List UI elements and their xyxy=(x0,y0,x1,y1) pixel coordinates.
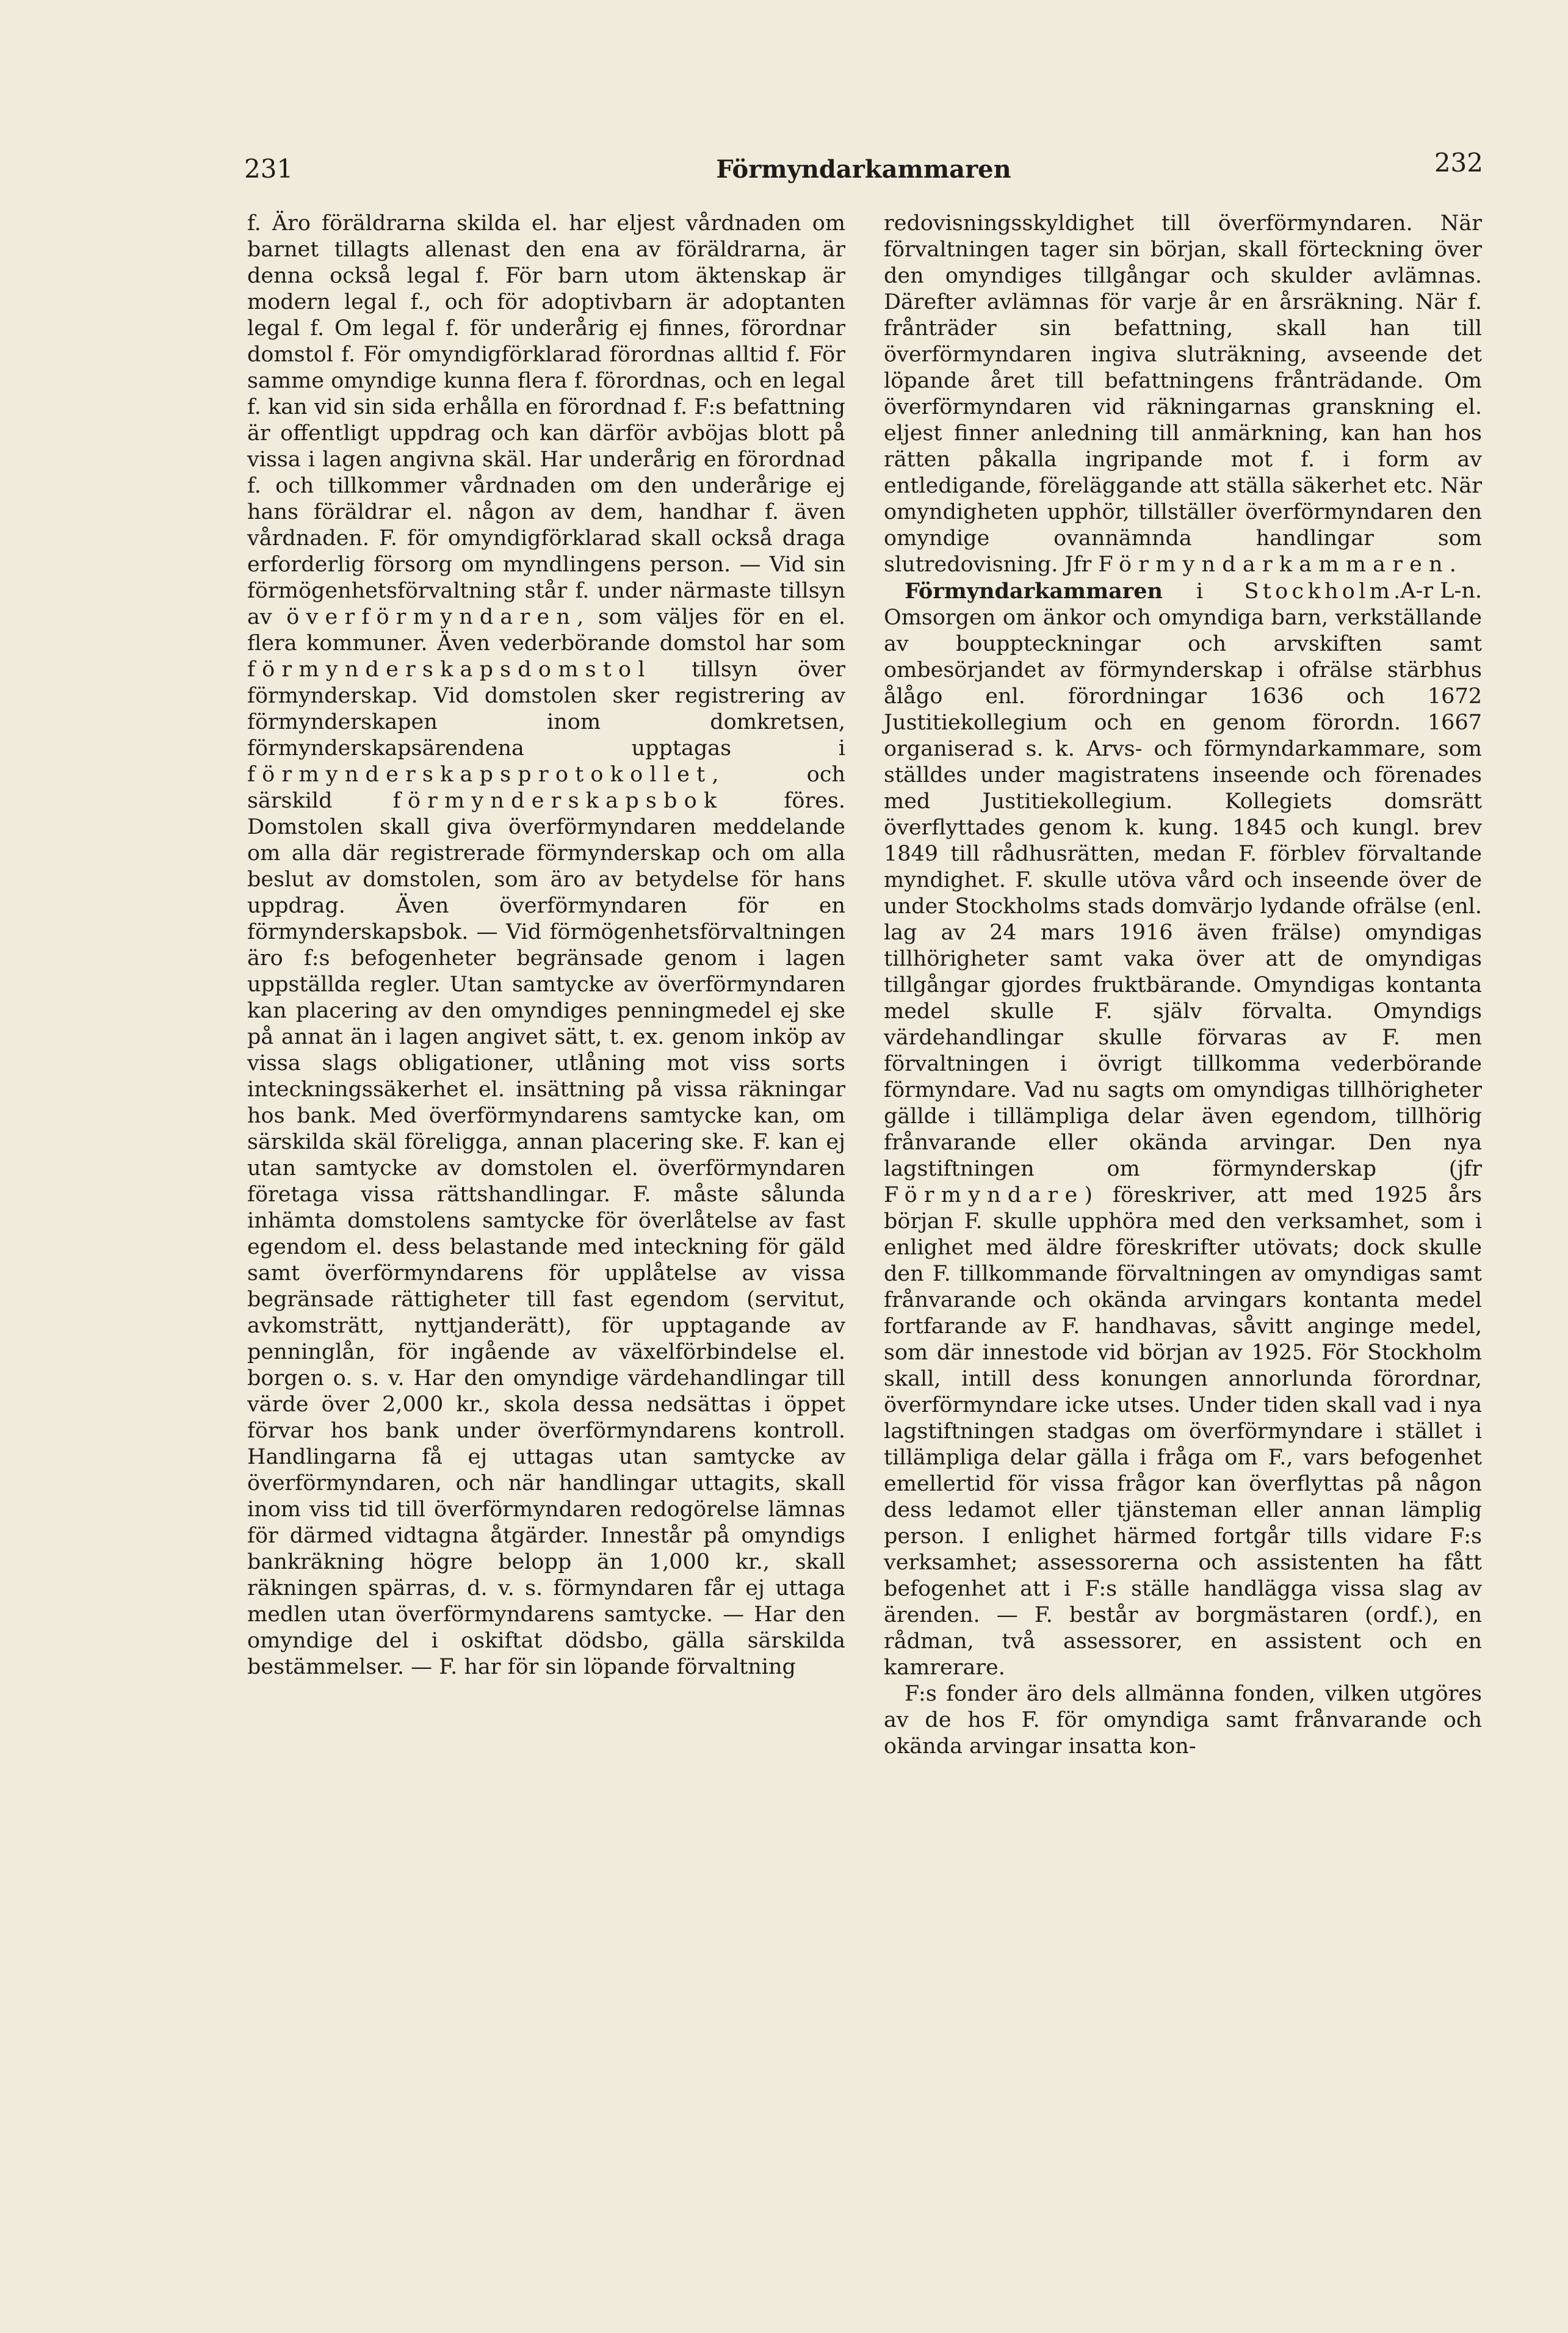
running-title: Förmyndarkammaren xyxy=(716,155,1011,184)
left-page-number: 231 xyxy=(244,154,294,184)
author-signature: A-r L-n. xyxy=(1400,579,1482,603)
left-column xyxy=(247,211,845,1680)
entry-heading-qualifier: i Stockholm xyxy=(1196,579,1394,604)
right-column xyxy=(884,211,1482,1760)
spaced-term: förmynderskapsdomstol xyxy=(247,657,652,682)
entry-heading: Förmyndarkammaren xyxy=(905,579,1163,604)
paragraph-formyndare-end: redovisningsskyldighet till överförmyndaren. När förvaltningen tager sin början, skall förteckning över den omyndiges tillgångar och skulder avlämnas. Därefter avlämnas för varje år en årsräkning. När f. frånträder sin befattning, skall han till överförmyndaren ingiva sluträkning, avseende det löpande året till befattningens frånträdande. Om överförmyndaren vid räkningarnas granskning el. eljest finner anledning till anmärkning, kan han hos rätten påkalla ingripande mot f. i form av entledigande, föreläggande att ställa säkerhet etc. När omyndigheten upphör, tillställer överförmyndaren den omyndige ovannämnda handlingar som slutredovisning. Jfr Förmyndarkammaren. A-r L-n. xyxy=(884,211,1482,603)
spaced-term: överförmyndaren xyxy=(286,605,577,629)
right-page-number: 232 xyxy=(1434,148,1483,178)
spaced-term: Förmyndare xyxy=(884,1183,1085,1207)
paragraph-fonder: F:s fonder äro dels allmänna fonden, vilken utgöres av de hos F. för omyndiga samt frånvarande och okända arvingar insatta kon- xyxy=(884,1682,1482,1759)
paragraph-formyndare-cont: f. Äro föräldrarna skilda el. har eljest vårdnaden om barnet tillagts allenast den ena av föräldrarna, är denna också legal f. För barn utom äktenskap är modern legal f., och för adoptivbarn är adoptanten legal f. Om legal f. för underårig ej finnes, förordnar domstol f. För omyndigförklarad förordnas alltid f. För samme omyndige kunna flera f. förordnas, och en legal f. kan vid sin sida erhålla en förordnad f. F:s befattning är offentligt uppdrag och kan därför avböjas blott på vissa i lagen angivna skäl. Har underårig en förordnad f. och tillkommer vårdnaden om den underårige ej hans föräldrar el. någon av dem, handhar f. även vårdnaden. F. för omyndigförklarad skall också draga erforderlig försorg om myndlingens person. — Vid sin förmögenhetsförvaltning står f. under närmaste tillsyn av överförmyndaren, som väljes för en el. flera kommuner. Även vederbörande domstol har som förmynderskapsdomstol tillsyn över förmynderskap. Vid domstolen sker registrering av förmynderskapen inom domkretsen, förmynderskapsärendena upptagas i förmynderskapsprotokollet, och särskild förmynderskapsbok föres. Domstolen skall giva överförmyndaren meddelande om alla där registrerade förmynderskap och om alla beslut av domstolen, som äro av betydelse för hans uppdrag. Även överförmyndaren för en förmynderskapsbok. — Vid förmögenhetsförvaltningen äro f:s befogenheter begränsade genom i lagen uppställda regler. Utan samtycke av överförmyndaren kan placering av den omyndiges penningmedel ej ske på annat än i lagen angivet sätt, t. ex. genom inköp av vissa slags obligationer, utlåning mot viss sorts inteckningssäkerhet el. insättning på vissa räkningar hos bank. Med överförmyndarens samtycke kan, om särskilda skäl föreligga, annan placering ske. F. kan ej utan samtycke av domstolen el. överförmyndaren företaga vissa rättshandlingar. F. måste sålunda inhämta domstolens samtycke för överlåtelse av fast egendom el. dess belastande med inteckning för gäld samt överförmyndarens för upplåtelse av vissa begränsade rättigheter till fast egendom (servitut, avkomsträtt, nyttjanderätt), för upptagande av penninglån, för ingående av växelförbindelse el. borgen o. s. v. Har den omyndige värdehandlingar till värde över 2,000 kr., skola dessa nedsättas i öppet förvar hos bank under överförmyndarens kontroll. Handlingarna få ej uttagas utan samtycke av överförmyndaren, och när handlingar uttagits, skall inom viss tid till överförmyndaren redogörelse lämnas för därmed vidtagna åtgärder. Innestår på omyndigs bankräkning högre belopp än 1,000 kr., skall räkningen spärras, d. v. s. förmyndaren får ej uttaga medlen utan överförmyndarens samtycke. — Har den omyndige del i oskiftat dödsbo, gälla särskilda bestämmelser. — F. har för sin löpande förvaltning xyxy=(247,211,845,1679)
spaced-term: Förmyndarkammaren xyxy=(1098,552,1450,577)
page-header xyxy=(244,139,1483,188)
spaced-term: förmynderskapsbok xyxy=(392,789,724,813)
spaced-term: förmynderskapsprotokollet xyxy=(247,762,712,787)
paragraph-formyndarkammaren-stockholm: Förmyndarkammaren i Stockholm. Omsorgen om änkor och omyndiga barn, verkställande av bouppteckningar och arvskiften samt ombesörjandet av förmynderskap i ofrälse stärbhus ålågo enl. förordningar 1636 och 1672 Justitiekollegium och en genom förordn. 1667 organiserad s. k. Arvs- och förmyndarkammare, som ställdes under magistratens inseende och förenades med Justitiekollegium. Kollegiets domsrätt överflyttades genom k. kung. 1845 och kungl. brev 1849 till rådhusrätten, medan F. förblev förvaltande myndighet. F. skulle utöva vård och inseende över de under Stockholms stads domvärjo lydande ofrälse (enl. lag av 24 mars 1916 även frälse) omyndigas tillhörigheter samt vaka över att de omyndigas tillgångar gjordes fruktbärande. Omyndigas kontanta medel skulle F. själv förvalta. Omyndigs värdehandlingar skulle förvaras av F. men förvaltningen i övrigt tillkomma vederbörande förmyndare. Vad nu sagts om omyndigas tillhörigheter gällde i tillämpliga delar även egendom, tillhörig frånvarande eller okända arvingar. Den nya lagstiftningen om förmynderskap (jfr Förmyndare) föreskriver, att med 1925 års början F. skulle upphöra med den verksamhet, som i enlighet med äldre föreskrifter utövats; dock skulle den F. tillkommande förvaltningen av omyndigas samt frånvarande och okända arvingars kontanta medel fortfarande av F. handhavas, såvitt anginge medel, som där innestode vid början av 1925. För Stockholm skall, intill dess konungen annorlunda förordnar, överförmyndare icke utses. Under tiden skall vad i nya lagstiftningen stadgas om överförmyndare i stället i tillämpliga delar gälla i fråga om F., vars befogenhet emellertid för vissa frågor kan överflyttas på någon dess ledamot eller tjänsteman eller annan lämplig person. I enlighet härmed fortgår tills vidare F:s verksamhet; assessorerna och assistenten ha fått befogenhet att i F:s ställe handlägga vissa slag av ärenden. — F. består av borgmästaren (ordf.), en rådman, två assessorer, en assistent och en kamrerare. xyxy=(884,579,1482,1680)
